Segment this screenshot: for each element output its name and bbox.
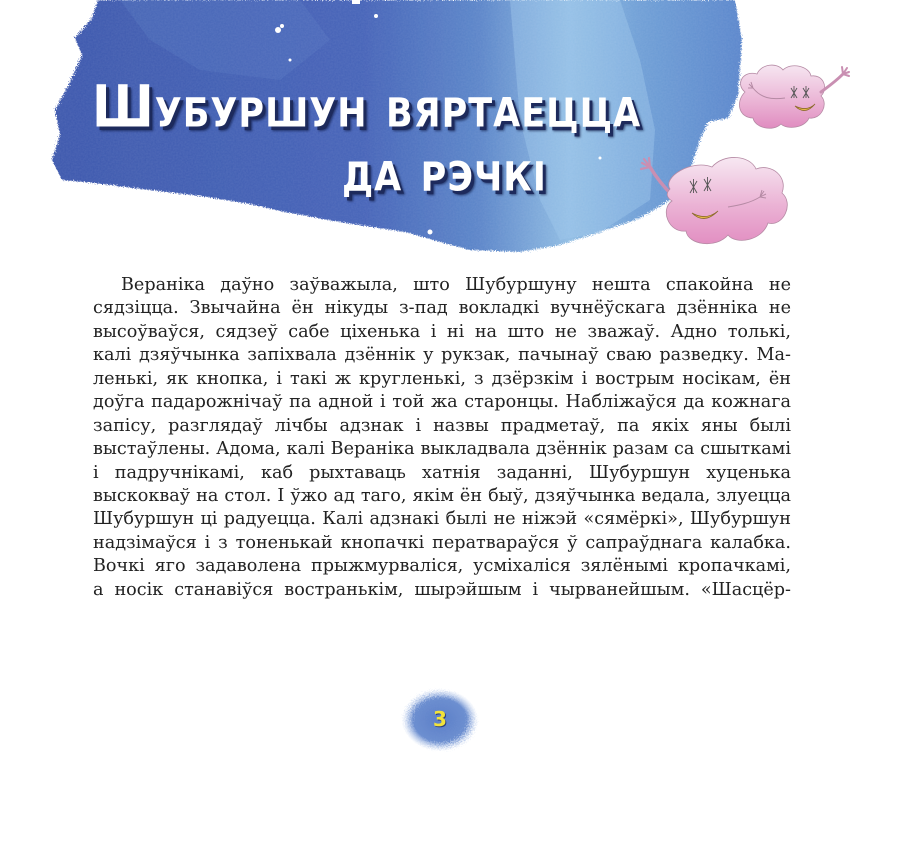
chapter-title-line-2: да рэчкі: [342, 137, 547, 205]
text-line: выстаўлены. Адома, калі Вераніка выкладвала дзённік разам са сшыткамі: [93, 439, 791, 460]
text-line: Шубуршун ці радуецца. Калі адзнакі былі не ніжэй «сямёркі», Шубуршун: [93, 509, 791, 530]
text-line: а носік станавіўся востранькім, шырэйшым і чырванейшым. «Шасцёр-: [93, 579, 791, 600]
text-line: выскокваў на стол. І ўжо ад таго, якім ён быў, дзяўчынка ведала, злуецца: [93, 485, 791, 506]
text-line: і падручнікамі, каб рыхтаваць хатнія заданні, Шубуршун хуценька: [93, 462, 791, 483]
text-line: высоўваўся, сядзеў сабе ціхенька і ні на што не зважаў. Адно толькі,: [93, 321, 791, 342]
text-line: запісу, разглядаў лічбы адзнак і назвы прадметаў, па якіх яны былі: [93, 415, 791, 436]
story-text: [93, 274, 791, 602]
text-line: калі дзяўчынка запіхвала дзённік у рукзак, пачынаў сваю разведку. Ма-: [93, 345, 791, 366]
text-line: надзімаўся і з тоненькай кнопачкі ператвараўся ў сапраўднага калабка.: [93, 532, 791, 553]
chapter-title-line-1: Шубуршун вяртаецца: [92, 73, 642, 141]
text-line: сядзіцца. Звычайна ён нікуды з-пад вокладкі вучнёўскага дзённіка не: [93, 298, 791, 319]
page-number-label: 3: [433, 707, 447, 731]
text-line: ленькі, як кнопка, і такі ж кругленькі, з дзёрзкім і вострым носікам, ён: [93, 368, 791, 389]
pink-cloud-creature-small-icon: [725, 62, 855, 142]
text-line: доўга падарожнічаў па адной і той жа старонцы. Набліжаўся да кожнага: [93, 392, 791, 413]
pink-cloud-creature-large-icon: [632, 145, 807, 255]
text-line: Вераніка даўно заўважыла, што Шубуршуну нешта спакойна не: [121, 275, 791, 295]
text-line: Вочкі яго задаволена прыжмурваліся, усміхаліся зялёнымі кропачкамі,: [93, 556, 791, 577]
page-number: [398, 684, 482, 754]
